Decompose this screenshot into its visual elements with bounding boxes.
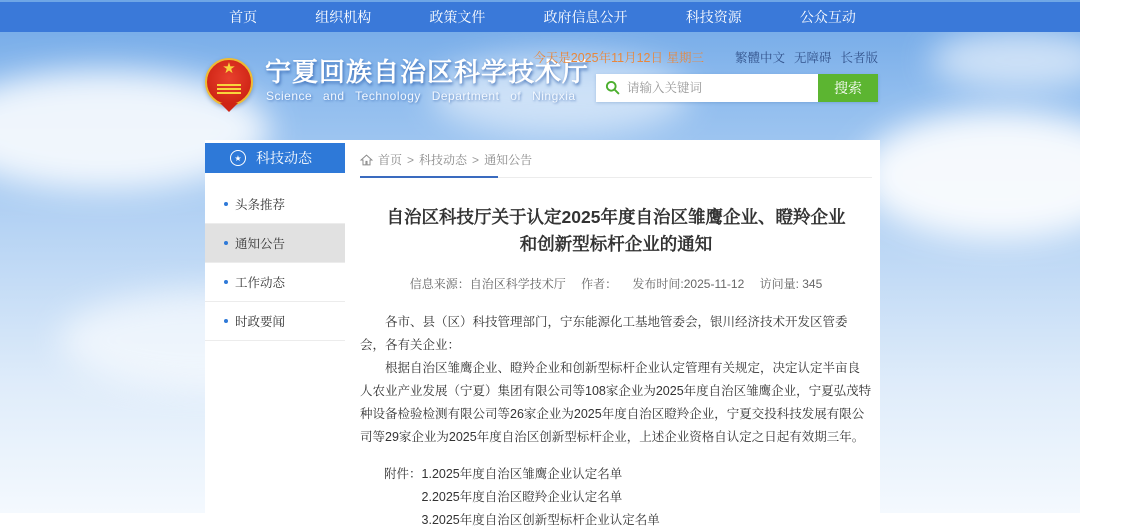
article-paragraph: 根据自治区雏鹰企业、瞪羚企业和创新型标杆企业认定管理有关规定，决定认定半亩良人农业产业发展（宁夏）集团有限公司等108家企业为2025年度自治区雏鹰企业，宁夏弘茂特种设备检验检测有限公司等26家企业为2025年度自治区瞪羚企业，宁夏交投科技发展有限公司等29家企业为2025年度自治区创新型标杆企业，上述企业资格自认定之日起有效期三年。 bbox=[360, 361, 872, 444]
top-nav-bar bbox=[0, 2, 1080, 32]
sidebar-item-headlines[interactable] bbox=[205, 185, 345, 224]
sidebar-menu bbox=[205, 173, 345, 341]
sidebar-item-work-updates[interactable] bbox=[205, 263, 345, 302]
emblem-gate-icon bbox=[217, 84, 241, 95]
attachments-list bbox=[422, 463, 660, 532]
breadcrumb-home[interactable]: 首页 bbox=[378, 153, 403, 167]
sidebar-item-label: 工作动态 bbox=[235, 276, 286, 290]
sidebar bbox=[205, 143, 345, 341]
main-content bbox=[360, 140, 872, 532]
breadcrumb-tech-news[interactable]: 科技动态 bbox=[419, 153, 468, 167]
attachment-eagle-list[interactable]: 1.2025年度自治区雏鹰企业认定名单 bbox=[421, 467, 623, 481]
bullet-icon bbox=[224, 202, 228, 206]
link-elder-version[interactable]: 长者版 bbox=[840, 51, 878, 65]
attachments-block bbox=[384, 463, 872, 532]
attachments-label: 附件： bbox=[384, 467, 422, 481]
emblem-star-icon: ★ bbox=[222, 60, 236, 77]
bullet-icon bbox=[224, 319, 228, 323]
sidebar-header-tech-news[interactable] bbox=[205, 143, 345, 173]
top-nav-items bbox=[200, 2, 885, 32]
search-icon bbox=[605, 80, 620, 100]
breadcrumb-divider bbox=[360, 177, 872, 178]
attachment-gazelle-list[interactable]: 2.2025年度自治区瞪羚企业认定名单 bbox=[421, 490, 623, 504]
search-input-wrap bbox=[596, 74, 818, 102]
content-panel bbox=[205, 140, 880, 527]
breadcrumb-separator: > bbox=[407, 152, 415, 167]
article-body bbox=[360, 311, 872, 449]
cloud-decoration bbox=[930, 30, 1110, 90]
sidebar-item-current-affairs[interactable] bbox=[205, 302, 345, 341]
header-utility-bar bbox=[533, 48, 878, 66]
sidebar-item-label: 时政要闻 bbox=[235, 315, 286, 329]
search-input[interactable] bbox=[596, 74, 818, 102]
national-emblem-icon bbox=[205, 58, 253, 106]
site-logo[interactable] bbox=[205, 58, 255, 118]
sidebar-title: 科技动态 bbox=[256, 150, 312, 166]
nav-item-organization[interactable]: 组织机构 bbox=[315, 9, 372, 25]
compass-star-icon: ★ bbox=[230, 150, 246, 166]
current-date: 今天是2025年11月12日 星期三 bbox=[533, 51, 704, 65]
cloud-decoration bbox=[860, 110, 1140, 240]
breadcrumb-separator: > bbox=[472, 152, 480, 167]
article-author: 作者： bbox=[581, 277, 618, 291]
nav-item-policy[interactable]: 政策文件 bbox=[429, 9, 486, 25]
article-paragraph: 各市、县（区）科技管理部门，宁东能源化工基地管委会，银川经济技术开发区管委会，各有关企业： bbox=[360, 315, 848, 352]
sidebar-item-label: 头条推荐 bbox=[235, 198, 286, 212]
sidebar-item-label: 通知公告 bbox=[235, 237, 286, 251]
breadcrumb-accent-line bbox=[360, 176, 498, 178]
site-header bbox=[205, 42, 880, 140]
nav-item-resources[interactable]: 科技资源 bbox=[685, 9, 742, 25]
article-title: 自治区科技厅关于认定2025年度自治区雏鹰企业、瞪羚企业和创新型标杆企业的通知 bbox=[386, 207, 846, 254]
article-source: 信息来源：自治区科学技术厅 bbox=[409, 277, 566, 291]
nav-item-home[interactable]: 首页 bbox=[229, 9, 258, 25]
emblem-base-shape bbox=[220, 103, 238, 112]
search-button[interactable]: 搜索 bbox=[818, 74, 878, 102]
breadcrumb-notices[interactable]: 通知公告 bbox=[484, 153, 533, 167]
nav-item-interaction[interactable]: 公众互动 bbox=[799, 9, 856, 25]
home-icon bbox=[360, 154, 373, 166]
article-visit-count: 访问量: 345 bbox=[759, 277, 823, 291]
site-subtitle: Science and Technology Department of Ningxia bbox=[266, 89, 576, 103]
article-publish-time: 发布时间:2025-11-12 bbox=[632, 277, 745, 291]
nav-item-gov-info[interactable]: 政府信息公开 bbox=[543, 9, 628, 25]
article-meta bbox=[360, 275, 872, 292]
sidebar-item-notices[interactable] bbox=[205, 224, 345, 263]
attachment-benchmark-list[interactable]: 3.2025年度自治区创新型标杆企业认定名单 bbox=[421, 513, 660, 527]
breadcrumb bbox=[360, 140, 872, 168]
search-bar bbox=[596, 74, 878, 102]
bullet-icon bbox=[224, 241, 228, 245]
site-title: 宁夏回族自治区科学技术厅 bbox=[265, 57, 590, 87]
link-accessibility[interactable]: 无障碍 bbox=[793, 51, 832, 65]
bullet-icon bbox=[224, 280, 228, 284]
link-traditional-chinese[interactable]: 繁體中文 bbox=[734, 51, 785, 65]
